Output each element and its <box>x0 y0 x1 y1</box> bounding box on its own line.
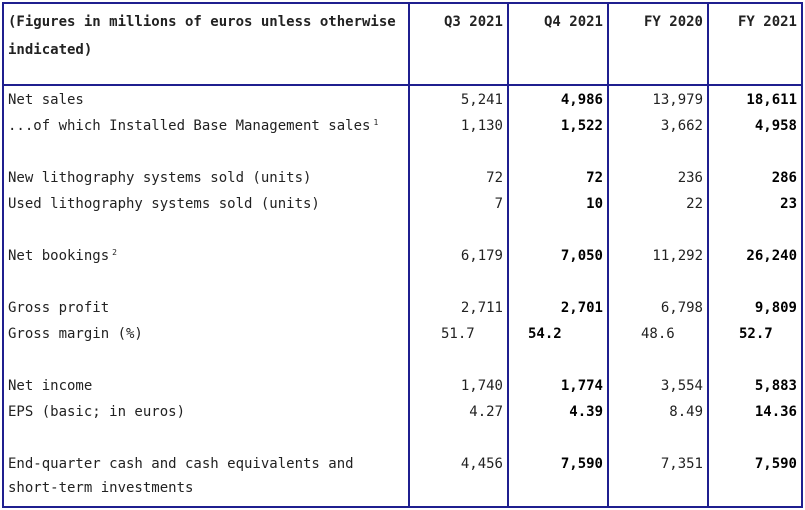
table-row <box>4 166 801 190</box>
cell-fy-2021: 26,240 <box>746 248 797 264</box>
cell-fy-2020: 11,292 <box>652 248 703 264</box>
header-label: (Figures in millions of euros unless otherwise indicated) <box>8 14 396 58</box>
cell-fy-2020: 3,554 <box>660 378 703 394</box>
cell-q4-2021: 7,050 <box>560 248 603 264</box>
cell-q4-2021: 1,774 <box>560 378 603 394</box>
row-label-text: Net bookings <box>8 248 110 264</box>
row-label <box>8 244 406 268</box>
cell-q4-2021: 54.2 <box>528 326 562 342</box>
row-label-text: ...of which Installed Base Management sales <box>8 118 371 134</box>
cell-q3-2021: 1,740 <box>460 378 503 394</box>
table-row <box>4 114 801 138</box>
cell-q3-2021: 6,179 <box>460 248 503 264</box>
header-fy-2020: FY 2020 <box>643 14 703 30</box>
cell-fy-2020: 236 <box>677 170 703 186</box>
cell-fy-2021: 7,590 <box>754 456 797 472</box>
footnote-marker: 1 <box>373 118 379 127</box>
table-row <box>4 296 801 320</box>
cell-fy-2020: 7,351 <box>660 456 703 472</box>
cell-fy-2021: 9,809 <box>754 300 797 316</box>
header-fy-2021: FY 2021 <box>737 14 797 30</box>
cell-q4-2021: 10 <box>586 196 603 212</box>
cell-fy-2020: 13,979 <box>652 92 703 108</box>
cell-q3-2021: 7 <box>494 196 503 212</box>
cell-q3-2021: 4,456 <box>460 456 503 472</box>
footnote-marker: 2 <box>112 248 117 257</box>
table-row <box>4 374 801 398</box>
cell-q4-2021: 4.39 <box>569 404 603 420</box>
header-q3-2021: Q3 2021 <box>443 14 503 30</box>
header-divider <box>4 84 801 86</box>
row-label: Gross margin (%) <box>8 326 143 342</box>
row-label: Used lithography systems sold (units) <box>8 196 320 212</box>
cell-fy-2021: 5,883 <box>754 378 797 394</box>
cell-fy-2020: 22 <box>686 196 703 212</box>
cell-fy-2020: 48.6 <box>641 326 675 342</box>
table-row <box>4 244 801 268</box>
table-row <box>4 192 801 216</box>
row-label <box>8 114 406 138</box>
row-label: Gross profit <box>8 300 110 316</box>
row-label: Net sales <box>8 92 84 108</box>
cell-fy-2020: 3,662 <box>660 118 703 134</box>
cell-fy-2020: 8.49 <box>669 404 703 420</box>
cell-q3-2021: 4.27 <box>469 404 503 420</box>
row-label: Net income <box>8 378 93 394</box>
cell-q3-2021: 51.7 <box>441 326 475 342</box>
row-label: EPS (basic; in euros) <box>8 404 186 420</box>
financial-summary-table <box>2 2 803 508</box>
table-row <box>4 322 801 346</box>
cell-q4-2021: 7,590 <box>560 456 603 472</box>
cell-fy-2021: 18,611 <box>746 92 797 108</box>
row-label: End-quarter cash and cash equivalents and short-term investments <box>8 456 354 496</box>
cell-q3-2021: 1,130 <box>460 118 503 134</box>
table-row <box>4 452 801 500</box>
cell-fy-2021: 52.7 <box>739 326 773 342</box>
cell-q4-2021: 2,701 <box>560 300 603 316</box>
cell-fy-2021: 14.36 <box>754 404 797 420</box>
header-q4-2021: Q4 2021 <box>543 14 603 30</box>
table-row <box>4 400 801 424</box>
table-row <box>4 88 801 112</box>
cell-q4-2021: 1,522 <box>560 118 603 134</box>
cell-fy-2021: 23 <box>780 196 797 212</box>
cell-q4-2021: 72 <box>586 170 603 186</box>
cell-q3-2021: 5,241 <box>460 92 503 108</box>
cell-fy-2021: 4,958 <box>754 118 797 134</box>
cell-fy-2020: 6,798 <box>660 300 703 316</box>
cell-q3-2021: 2,711 <box>460 300 503 316</box>
cell-q3-2021: 72 <box>486 170 503 186</box>
cell-q4-2021: 4,986 <box>560 92 603 108</box>
row-label: New lithography systems sold (units) <box>8 170 312 186</box>
cell-fy-2021: 286 <box>771 170 797 186</box>
